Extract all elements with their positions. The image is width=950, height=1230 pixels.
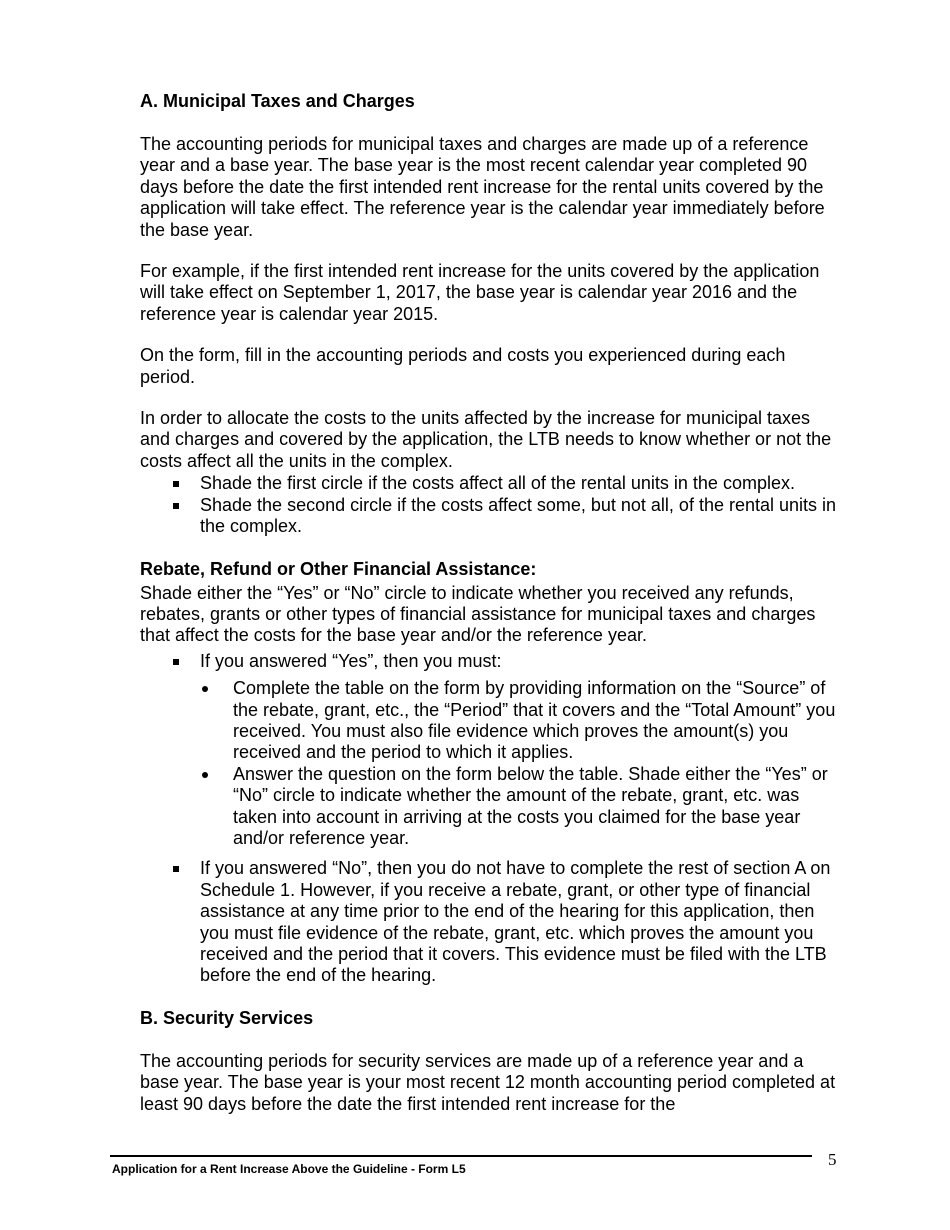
rebate-answers-list [140, 651, 840, 987]
list-item-no: If you answered “No”, then you do not have to complete the rest of section A on Schedule 1. However, if you receive a rebate, grant, or other type of financial assistance at any time prior to the end of the hearing for this application, then you must file evidence of the rebate, grant, etc. which proves the amount you received and the period that it covers. This evidence must be filed with the LTB before the end of the hearing. [140, 858, 840, 986]
section-b-heading: B. Security Services [140, 1007, 314, 1028]
list-item: Answer the question on the form below the table. Shade either the “Yes” or “No” circle to indicate whether the amount of the rebate, grant, etc. was taken into account in arriving at the costs you claimed for the base year and/or reference year. [200, 764, 840, 850]
list-item: Shade the first circle if the costs affect all of the rental units in the complex. [140, 473, 840, 494]
rebate-heading: Rebate, Refund or Other Financial Assistance: [140, 558, 537, 579]
circle-instructions-list [140, 473, 840, 537]
list-item: Shade the second circle if the costs affect some, but not all, of the rental units in the complex. [140, 495, 840, 538]
section-b-paragraph-1: The accounting periods for security services are made up of a reference year and a base year. The base year is your most recent 12 month accounting period completed at least 90 days before the date the first intended rent increase for the [140, 1050, 836, 1114]
footer-title: Application for a Rent Increase Above the Guideline - Form L5 [112, 1162, 466, 1176]
section-a-paragraph-3: On the form, fill in the accounting periods and costs you experienced during each period. [140, 345, 786, 387]
yes-answer-text: If you answered “Yes”, then you must: [200, 650, 502, 671]
rebate-intro: Shade either the “Yes” or “No” circle to indicate whether you received any refunds, rebates, grants or other types of financial assistance for municipal taxes and charges that affect the costs for the base year and/or the reference year. [140, 582, 816, 646]
document-page [140, 90, 840, 1115]
yes-sub-list [200, 678, 840, 849]
list-item-yes [140, 651, 840, 850]
section-a-heading: A. Municipal Taxes and Charges [140, 91, 415, 111]
section-a-paragraph-4: In order to allocate the costs to the units affected by the increase for municipal taxes and charges and covered by the application, the LTB needs to know whether or not the costs affect all the units in the complex. [140, 408, 832, 471]
footer-divider [110, 1155, 812, 1157]
page-number: 5 [828, 1150, 837, 1169]
section-a-paragraph-2: For example, if the first intended rent increase for the units covered by the application will take effect on September 1, 2017, the base year is calendar year 2016 and the reference year is calendar year 2015. [140, 261, 820, 324]
section-a-paragraph-1: The accounting periods for municipal taxes and charges are made up of a reference year and a base year. The base year is the most recent calendar year completed 90 days before the date the first intended rent increase for the rental units covered by the application will take effect. The reference year is the calendar year immediately before the base year. [140, 134, 825, 240]
list-item: Complete the table on the form by providing information on the “Source” of the rebate, grant, etc., the “Period” that it covers and the “Total Amount” you received. You must also file evidence which proves the amount(s) you received and the period to which it applies. [200, 678, 840, 764]
